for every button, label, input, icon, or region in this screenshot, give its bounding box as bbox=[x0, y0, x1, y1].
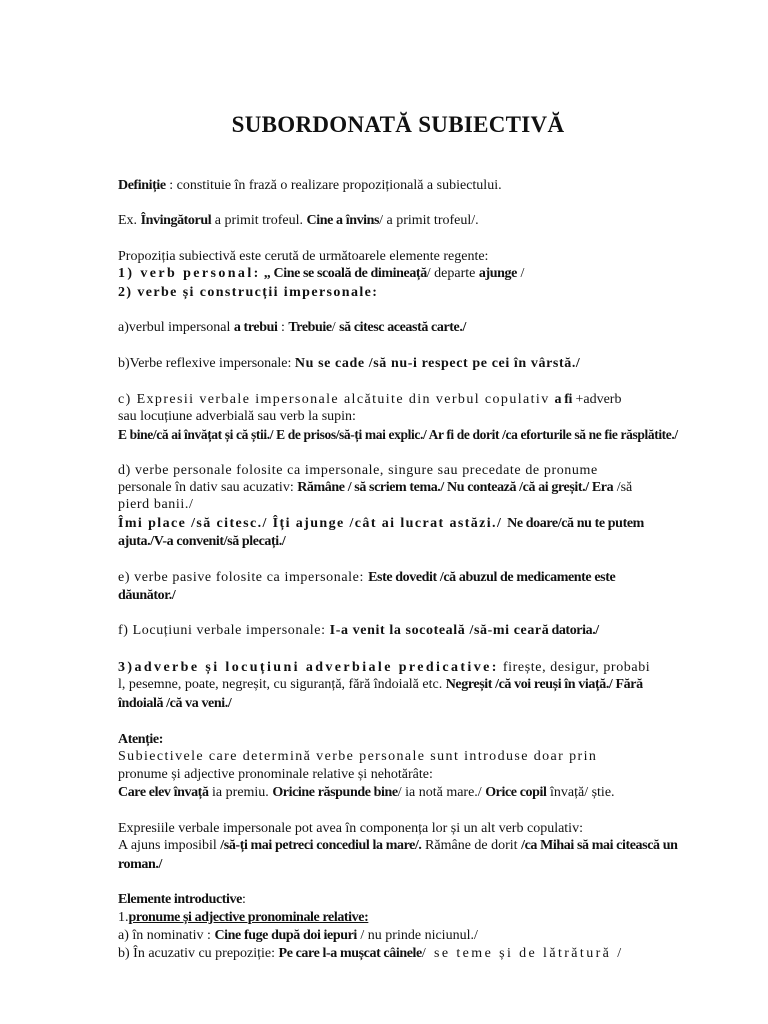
atentie-line-3: Care elev învață ia premiu. Oricine răspunde bine/ ia notă mare./ Orice copil învață/ știe. bbox=[118, 785, 615, 800]
rule-3-line-2: l, pesemne, poate, negreșit, cu siguranță, fără îndoială etc. Negreșit /că voi reuși în viață./ Fără bbox=[118, 677, 643, 692]
rule-d-line-5: ajuta./V-a convenit/să plecați./ bbox=[118, 534, 286, 549]
rule-f-line: f) Locuțiuni verbale impersonale: I-a venit la socoteală /să-mi ceară datoria./ bbox=[118, 623, 599, 638]
document-body bbox=[118, 0, 678, 1024]
expresii-line-2: A ajuns imposibil /să-ți mai petreci concediul la mare/. Rămâne de dorit /ca Mihai să mai citească un bbox=[118, 838, 678, 853]
rule-3-line-3: îndoială /că va veni./ bbox=[118, 696, 232, 711]
elemente-line-1: 1.pronume și adjective pronominale relative: bbox=[118, 910, 369, 925]
intro-line: Propoziția subiectivă este cerută de următoarele elemente regente: bbox=[118, 249, 489, 264]
atentie-heading: Atenție: bbox=[118, 732, 164, 747]
elemente-line-b: b) În acuzativ cu prepoziție: Pe care l-a mușcat câinele/ se teme și de lătrătură / bbox=[118, 946, 624, 961]
rule-c-line-2: sau locuțiune adverbială sau verb la supin: bbox=[118, 409, 356, 424]
rule-1-line: 1) verb personal: „ Cine se scoală de dimineață/ departe ajunge / bbox=[118, 266, 525, 281]
expresii-line-3: roman./ bbox=[118, 857, 162, 872]
rule-d-line-2: personale în dativ sau acuzativ: Rămâne / să scriem tema./ Nu contează /că ai greșit./ Era /să bbox=[118, 480, 633, 495]
rule-a-line: a)verbul impersonal a trebui : Trebuie/ să citesc această carte./ bbox=[118, 320, 466, 335]
rule-d-line-3: pierd banii./ bbox=[118, 497, 194, 512]
rule-d-line-4: Îmi place /să citesc./ Îți ajunge /cât ai lucrat astăzi./ Ne doare/că nu te putem bbox=[118, 516, 644, 531]
definition-line: Definiție : constituie în frază o realizare propozițională a subiectului. bbox=[118, 178, 502, 193]
elemente-line-a: a) în nominativ : Cine fuge după doi iepuri / nu prinde niciunul./ bbox=[118, 928, 478, 943]
page-title: SUBORDONATĂ SUBIECTIVĂ bbox=[231, 112, 565, 137]
rule-e-line-2: dăunător./ bbox=[118, 588, 176, 603]
rule-e-line-1: e) verbe pasive folosite ca impersonale: Este dovedit /că abuzul de medicamente este bbox=[118, 570, 616, 585]
rule-b-line: b)Verbe reflexive impersonale: Nu se cade /să nu-i respect pe cei în vârstă./ bbox=[118, 356, 581, 371]
example-line: Ex. Învingătorul a primit trofeul. Cine a învins/ a primit trofeul/. bbox=[118, 213, 479, 228]
rule-d-line-1: d) verbe personale folosite ca impersonale, singure sau precedate de pronume bbox=[118, 463, 598, 478]
elemente-heading: Elemente introductive: bbox=[118, 892, 246, 907]
expresii-line-1: Expresiile verbale impersonale pot avea în componența lor și un alt verb copulativ: bbox=[118, 821, 583, 836]
rule-c-line-1: c) Expresii verbale impersonale alcătuite din verbul copulativ a fi +adverb bbox=[118, 392, 622, 407]
atentie-line-2: pronume și adjective pronominale relative și nehotărâte: bbox=[118, 767, 433, 782]
atentie-line-1: Subiectivele care determină verbe personale sunt introduse doar prin bbox=[118, 749, 598, 764]
rule-3-line-1: 3)adverbe și locuțiuni adverbiale predicative: firește, desigur, probabi bbox=[118, 660, 651, 675]
rule-2-line: 2) verbe și construcții impersonale: bbox=[118, 285, 379, 300]
rule-c-line-3: E bine/că ai învățat și că știi./ E de prisos/să-ți mai explic./ Ar fi de dorit /ca eforturile să ne fie răsplătite./ bbox=[118, 428, 678, 443]
